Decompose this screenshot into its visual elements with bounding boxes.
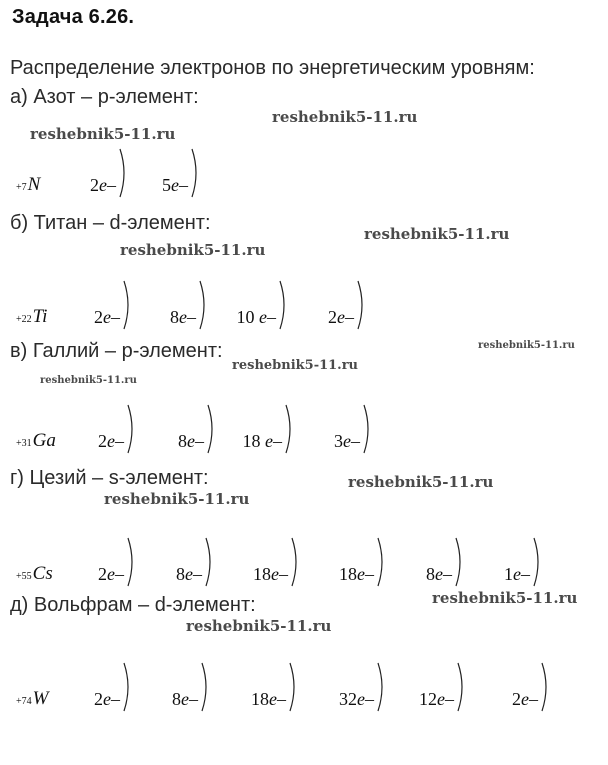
shell-electron-count xyxy=(253,564,288,585)
electron-symbol: e xyxy=(521,689,529,709)
shell-bracket xyxy=(362,404,374,454)
shell-bracket xyxy=(288,662,300,712)
intro-text: Распределение электронов по энергетическим уровням: xyxy=(10,57,535,79)
electron-shell xyxy=(136,280,210,330)
shell-diagram-nitrogen xyxy=(0,148,608,198)
dash: – xyxy=(279,564,288,584)
electron-symbol: e xyxy=(343,431,351,451)
electron-shell xyxy=(478,662,552,712)
shell-electron-count xyxy=(339,689,374,710)
electron-symbol: e xyxy=(269,689,277,709)
dash: – xyxy=(111,307,120,327)
electron-shell xyxy=(64,404,138,454)
nuclear-charge: +74 xyxy=(16,696,32,707)
shell-count-number: 2 xyxy=(94,307,103,327)
shell-electron-count xyxy=(512,689,538,710)
electron-symbol: e xyxy=(337,307,345,327)
electron-shell xyxy=(394,662,468,712)
shell-diagram-tungsten xyxy=(0,662,608,712)
electron-symbol: e xyxy=(187,431,195,451)
shell-electron-count xyxy=(243,431,283,452)
electron-symbol: e xyxy=(99,175,107,195)
electron-symbol: e xyxy=(103,689,111,709)
dash: – xyxy=(193,564,202,584)
shell-electron-count xyxy=(334,431,360,452)
electron-shell xyxy=(60,280,134,330)
electron-shell xyxy=(142,537,216,587)
shell-bracket xyxy=(540,662,552,712)
shell-electron-count xyxy=(170,307,196,328)
shell-bracket xyxy=(126,404,138,454)
shell-bracket xyxy=(532,537,544,587)
electron-symbol: e xyxy=(271,564,279,584)
shell-count-number: 32 xyxy=(339,689,357,709)
electron-shell xyxy=(392,537,466,587)
electron-symbol: e xyxy=(513,564,521,584)
dash: – xyxy=(521,564,530,584)
nuclear-charge: +22 xyxy=(16,314,32,325)
watermark: reshebnik5-11.ru xyxy=(40,375,137,386)
dash: – xyxy=(111,689,120,709)
shell-bracket xyxy=(454,537,466,587)
electron-symbol: e xyxy=(181,689,189,709)
dash: – xyxy=(365,689,374,709)
shell-count-number: 1 xyxy=(504,564,513,584)
shell-bracket xyxy=(356,280,368,330)
watermark: reshebnik5-11.ru xyxy=(348,473,494,491)
task-title: Задача 6.26. xyxy=(12,6,135,28)
electron-shell xyxy=(64,537,138,587)
electron-shell xyxy=(222,404,296,454)
electron-symbol: e xyxy=(103,307,111,327)
shell-count-number: 12 xyxy=(419,689,437,709)
shell-electron-count xyxy=(178,431,204,452)
nuclear-charge: +7 xyxy=(16,182,27,193)
shell-electron-count xyxy=(162,175,188,196)
electron-shell xyxy=(226,662,300,712)
shell-bracket xyxy=(290,537,302,587)
shell-electron-count xyxy=(94,689,120,710)
electron-symbol: e xyxy=(357,689,365,709)
shell-count-number: 2 xyxy=(328,307,337,327)
nuclear-charge: +55 xyxy=(16,571,32,582)
dash: – xyxy=(365,564,374,584)
electron-symbol: e xyxy=(435,564,443,584)
dash: – xyxy=(277,689,286,709)
shell-bracket xyxy=(126,537,138,587)
shell-electron-count xyxy=(90,175,116,196)
watermark: reshebnik5-11.ru xyxy=(232,358,359,373)
shell-count-number: 2 xyxy=(90,175,99,195)
shell-count-number: 5 xyxy=(162,175,171,195)
shell-bracket xyxy=(456,662,468,712)
dash: – xyxy=(115,431,124,451)
shell-count-number: 8 xyxy=(176,564,185,584)
electron-shell xyxy=(128,148,202,198)
shell-diagram-titanium xyxy=(0,280,608,330)
watermark: reshebnik5-11.ru xyxy=(30,125,176,143)
shell-count-number: 18 xyxy=(242,431,265,451)
element-symbol: N xyxy=(27,174,41,195)
shell-count-number: 8 xyxy=(426,564,435,584)
electron-shell xyxy=(56,148,130,198)
shell-count-number: 8 xyxy=(170,307,179,327)
watermark: reshebnik5-11.ru xyxy=(432,589,578,607)
shell-count-number: 3 xyxy=(334,431,343,451)
watermark: reshebnik5-11.ru xyxy=(364,225,510,243)
shell-electron-count xyxy=(172,689,198,710)
dash: – xyxy=(529,689,538,709)
shell-bracket xyxy=(376,662,388,712)
dash: – xyxy=(179,175,188,195)
shell-electron-count xyxy=(237,307,277,328)
electron-symbol: e xyxy=(437,689,445,709)
shell-count-number: 8 xyxy=(172,689,181,709)
shell-count-number: 10 xyxy=(236,307,259,327)
dash: – xyxy=(267,307,276,327)
shell-bracket xyxy=(278,280,290,330)
shell-bracket xyxy=(122,662,134,712)
dash: – xyxy=(273,431,282,451)
element-symbol: Ga xyxy=(32,430,56,451)
dash: – xyxy=(107,175,116,195)
electron-symbol: e xyxy=(265,431,273,451)
shell-count-number: 18 xyxy=(253,564,271,584)
shell-electron-count xyxy=(339,564,374,585)
dash: – xyxy=(195,431,204,451)
shell-bracket xyxy=(204,537,216,587)
dash: – xyxy=(351,431,360,451)
element-symbol: Cs xyxy=(32,563,53,584)
shell-bracket xyxy=(200,662,212,712)
shell-electron-count xyxy=(176,564,202,585)
electron-symbol: e xyxy=(107,564,115,584)
shell-bracket xyxy=(122,280,134,330)
heading-nitrogen: а) Азот – p-элемент: xyxy=(10,86,199,108)
shell-count-number: 2 xyxy=(98,431,107,451)
shell-count-number: 2 xyxy=(98,564,107,584)
electron-shell xyxy=(216,280,290,330)
dash: – xyxy=(445,689,454,709)
shell-count-number: 2 xyxy=(94,689,103,709)
shell-electron-count xyxy=(94,307,120,328)
shell-count-number: 18 xyxy=(339,564,357,584)
shell-count-number: 18 xyxy=(251,689,269,709)
electron-shell xyxy=(300,404,374,454)
shell-diagram-cesium xyxy=(0,537,608,587)
shell-electron-count xyxy=(328,307,354,328)
shell-bracket xyxy=(198,280,210,330)
electron-shell xyxy=(144,404,218,454)
electron-shell xyxy=(228,537,302,587)
shell-bracket xyxy=(206,404,218,454)
electron-shell xyxy=(314,537,388,587)
electron-shell xyxy=(60,662,134,712)
shell-electron-count xyxy=(98,431,124,452)
heading-tungsten: д) Вольфрам – d-элемент: xyxy=(10,594,256,616)
electron-symbol: e xyxy=(107,431,115,451)
shell-electron-count xyxy=(419,689,454,710)
shell-electron-count xyxy=(426,564,452,585)
shell-bracket xyxy=(376,537,388,587)
watermark: reshebnik5-11.ru xyxy=(272,108,418,126)
electron-symbol: e xyxy=(185,564,193,584)
dash: – xyxy=(345,307,354,327)
nuclear-charge: +31 xyxy=(16,438,32,449)
shell-diagram-gallium xyxy=(0,404,608,454)
heading-gallium: в) Галлий – p-элемент: xyxy=(10,340,223,362)
dash: – xyxy=(187,307,196,327)
electron-shell xyxy=(138,662,212,712)
electron-shell xyxy=(294,280,368,330)
electron-shell xyxy=(314,662,388,712)
watermark: reshebnik5-11.ru xyxy=(104,490,250,508)
shell-electron-count xyxy=(504,564,530,585)
electron-shell xyxy=(470,537,544,587)
dash: – xyxy=(189,689,198,709)
heading-titanium: б) Титан – d-элемент: xyxy=(10,212,211,234)
shell-count-number: 8 xyxy=(178,431,187,451)
shell-electron-count xyxy=(98,564,124,585)
electron-symbol: e xyxy=(259,307,267,327)
element-symbol: W xyxy=(32,688,49,709)
element-symbol: Ti xyxy=(32,306,48,327)
dash: – xyxy=(443,564,452,584)
shell-electron-count xyxy=(251,689,286,710)
watermark: reshebnik5-11.ru xyxy=(186,617,332,635)
watermark: reshebnik5-11.ru xyxy=(478,340,575,351)
dash: – xyxy=(115,564,124,584)
electron-symbol: e xyxy=(357,564,365,584)
watermark: reshebnik5-11.ru xyxy=(120,241,266,259)
shell-count-number: 2 xyxy=(512,689,521,709)
shell-bracket xyxy=(284,404,296,454)
electron-symbol: e xyxy=(179,307,187,327)
shell-bracket xyxy=(190,148,202,198)
heading-cesium: г) Цезий – s-элемент: xyxy=(10,467,209,489)
electron-symbol: e xyxy=(171,175,179,195)
